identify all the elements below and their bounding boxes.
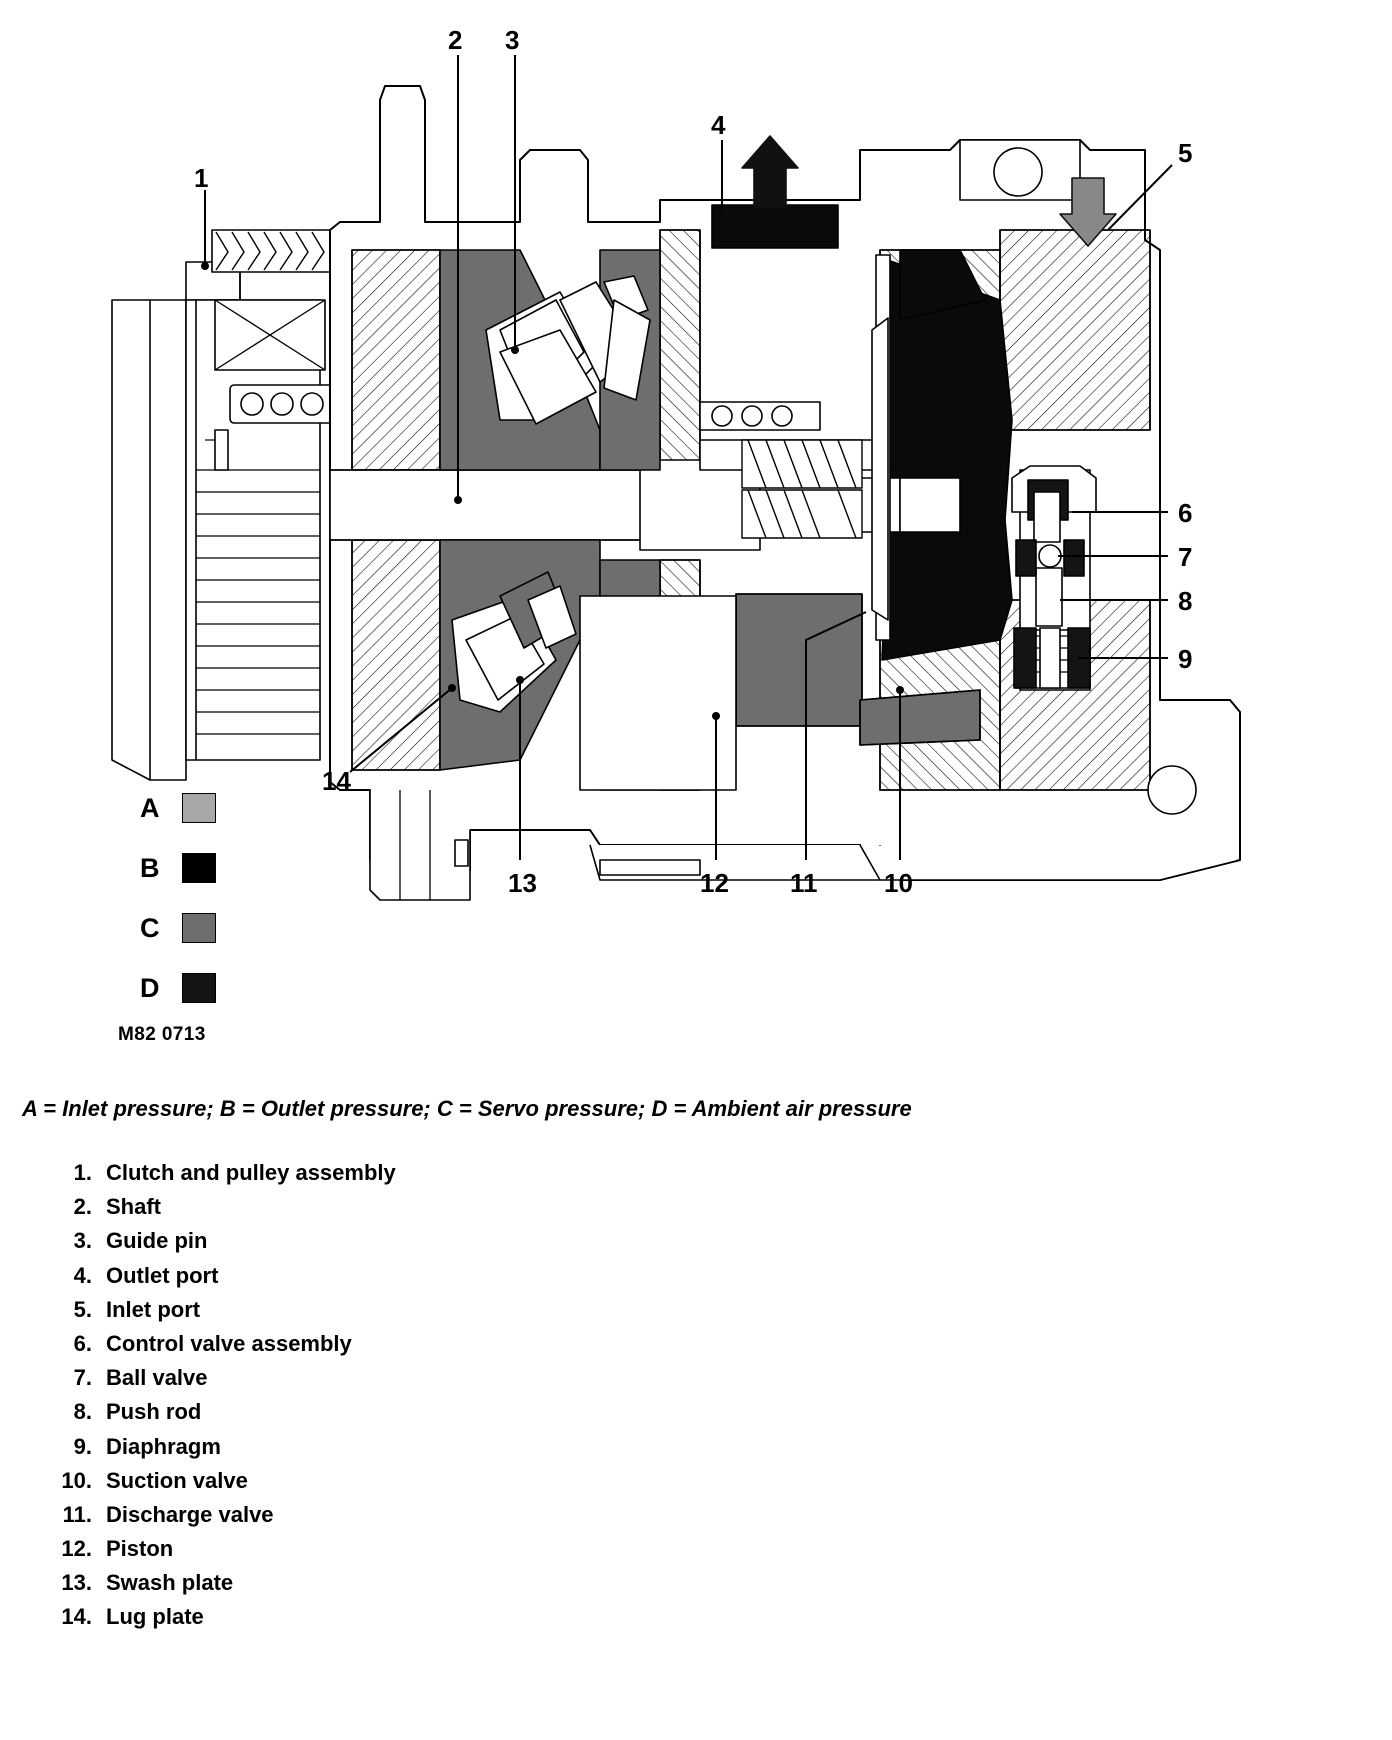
- callout-9: 9: [1178, 644, 1193, 674]
- part-label: Inlet port: [106, 1296, 201, 1322]
- pressure-legend: [140, 778, 340, 1018]
- list-item: [40, 1434, 740, 1468]
- part-number: 4.: [73, 1262, 92, 1288]
- part-label: Lug plate: [106, 1604, 204, 1630]
- callout-3: 3: [505, 25, 520, 55]
- part-number: 9.: [73, 1433, 92, 1459]
- list-item: [40, 1263, 740, 1297]
- part-number: 3.: [73, 1228, 92, 1254]
- part-label: Suction valve: [106, 1467, 248, 1493]
- part-number: 10.: [61, 1467, 92, 1493]
- part-list: [40, 1160, 740, 1639]
- legend-letter-d: D: [140, 972, 160, 1003]
- list-item: [40, 1604, 740, 1638]
- pressure-key-caption: A = Inlet pressure; B = Outlet pressure; C = Servo pressure; D = Ambient air pressure: [22, 1096, 912, 1121]
- part-number: 14.: [61, 1604, 92, 1630]
- callout-6: 6: [1178, 498, 1193, 528]
- clutch-pulley-assembly-art: [112, 230, 340, 780]
- part-label: Shaft: [106, 1194, 161, 1220]
- part-label: Discharge valve: [106, 1501, 274, 1527]
- legend-swatch-d: [182, 973, 216, 1003]
- callout-12: 12: [700, 868, 729, 898]
- callout-5: 5: [1178, 138, 1193, 168]
- part-number: 11.: [62, 1501, 92, 1527]
- callout-14: 14: [322, 766, 351, 796]
- callout-13: 13: [508, 868, 537, 898]
- list-item: [40, 1160, 740, 1194]
- legend-swatch-a: [182, 793, 216, 823]
- legend-swatch-b: [182, 853, 216, 883]
- list-item: [40, 1365, 740, 1399]
- part-label: Swash plate: [106, 1570, 234, 1596]
- part-number: 6.: [73, 1330, 92, 1356]
- list-item: [40, 1570, 740, 1604]
- legend-row-c: [140, 898, 340, 958]
- part-label: Outlet port: [106, 1262, 219, 1288]
- list-item: [40, 1536, 740, 1570]
- legend-letter-c: C: [140, 912, 160, 943]
- part-label: Diaphragm: [106, 1433, 221, 1459]
- callout-10: 10: [884, 868, 913, 898]
- list-item: [40, 1399, 740, 1433]
- legend-row-d: [140, 958, 340, 1018]
- part-label: Guide pin: [106, 1228, 208, 1254]
- list-item: [40, 1331, 740, 1365]
- part-number: 13.: [61, 1570, 92, 1596]
- callout-7: 7: [1178, 542, 1193, 572]
- part-number: 7.: [73, 1365, 92, 1391]
- list-item: [40, 1468, 740, 1502]
- part-label: Ball valve: [106, 1365, 208, 1391]
- figure-code: M82 0713: [118, 1024, 206, 1045]
- legend-letter-a: A: [140, 792, 160, 823]
- part-label: Control valve assembly: [106, 1330, 352, 1356]
- part-number: 8.: [73, 1399, 92, 1425]
- callout-2: 2: [448, 25, 463, 55]
- list-item: [40, 1228, 740, 1262]
- part-number: 2.: [73, 1194, 92, 1220]
- callout-11: 11: [790, 868, 818, 898]
- list-item: [40, 1297, 740, 1331]
- part-number: 12.: [61, 1536, 92, 1562]
- part-label: Piston: [106, 1536, 174, 1562]
- part-label: Clutch and pulley assembly: [106, 1160, 396, 1185]
- part-label: Push rod: [106, 1399, 202, 1425]
- callout-4: 4: [711, 110, 726, 140]
- legend-swatch-c: [182, 913, 216, 943]
- part-number: 5.: [73, 1296, 92, 1322]
- legend-row-a: [140, 778, 340, 838]
- part-number: 1.: [73, 1160, 92, 1185]
- legend-letter-b: B: [140, 852, 160, 883]
- legend-row-b: [140, 838, 340, 898]
- list-item: [40, 1194, 740, 1228]
- callout-8: 8: [1178, 586, 1193, 616]
- callout-1: 1: [194, 163, 209, 193]
- list-item: [40, 1502, 740, 1536]
- control-valve-assembly-art: [1012, 466, 1096, 690]
